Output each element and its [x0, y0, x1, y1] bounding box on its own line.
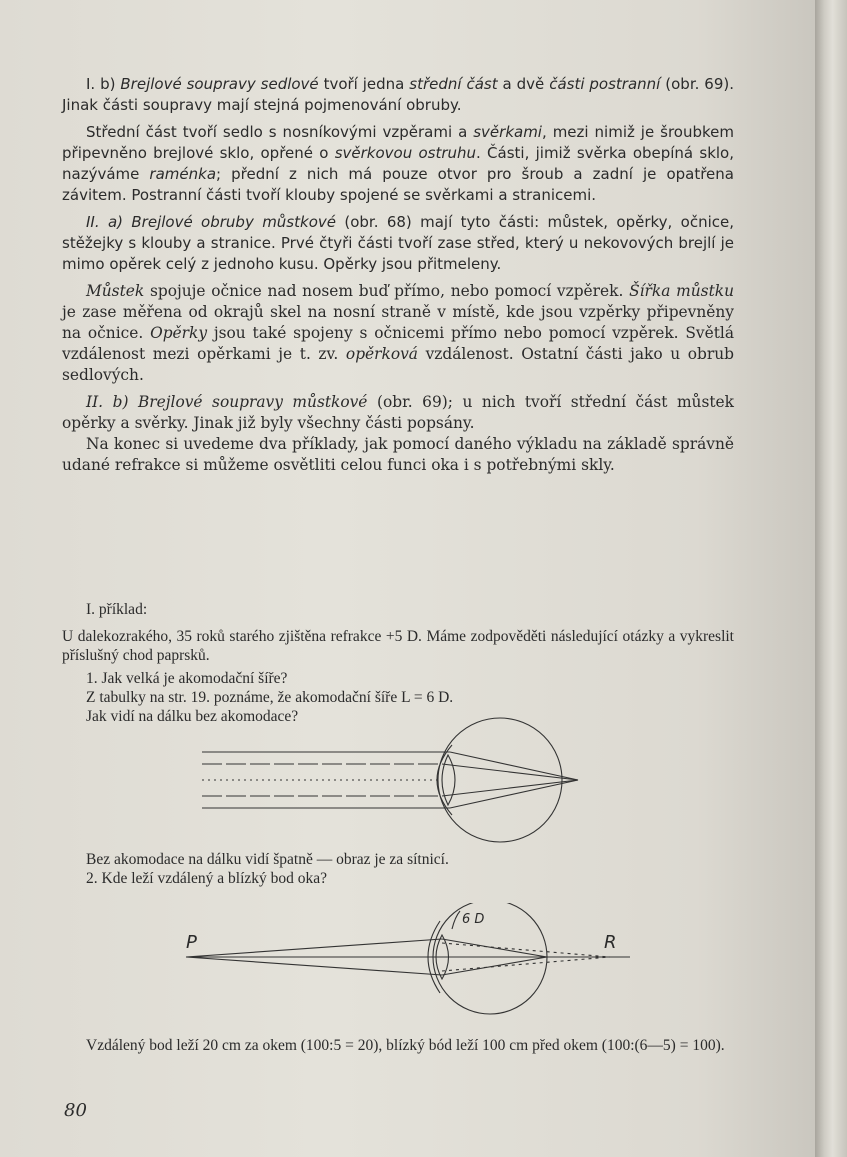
page-edge-shadow — [815, 0, 847, 1157]
ray-from-p-bottom — [186, 957, 442, 975]
cornea — [437, 745, 452, 815]
example-intro: U dalekozrakého, 35 roků starého zjištěna refrakce +5 D. Máme zodpověděti následující otázky a vykreslit příslušný chod paprsků. — [62, 628, 734, 664]
paragraph-3 — [62, 212, 734, 275]
p4-e: Opěrky — [150, 324, 208, 342]
paragraph-2 — [62, 122, 734, 206]
p3-a: II. a) Brejlové obruby můstkové — [86, 213, 336, 231]
answer-1: Z tabulky na str. 19. poznáme, že akomodační šíře L = 6 D. — [86, 689, 454, 706]
final-answer: Vzdálený bod leží 20 cm za okem (100:5 = 20), blízký bód leží 100 cm před okem (100:(6—5) = 100). — [86, 1037, 725, 1054]
p2-c: , mezi nimiž je šroubkem připevněno brejlové sklo, opřené o — [62, 123, 734, 162]
eyeball-2 — [433, 903, 547, 1014]
p5-a: II. b) Brejlové soupravy můstkové — [86, 393, 368, 411]
example-block-2 — [62, 850, 734, 888]
question-2: 2. Kde leží vzdálený a blízký bod oka? — [86, 870, 328, 887]
page-number: 80 — [64, 1100, 87, 1121]
label-p: P — [186, 932, 197, 953]
p4-f: jsou také spojeny s očnicemi přímo nebo pomocí vzpěrek. Světlá vzdálenost mezi opěrkami je t. zv. — [62, 324, 734, 363]
example-heading: I. příklad: — [86, 601, 148, 618]
refracted-ray-top — [450, 752, 578, 780]
p4-d: je zase měřena od okrajů skel na nosní straně v místě, kde jsou vzpěrky připevněny na očnice. — [62, 303, 734, 342]
paragraph-1 — [62, 74, 734, 116]
p2-a: Střední část tvoří sedlo s nosníkovými vzpěrami a — [86, 123, 474, 141]
label-r: R — [604, 932, 617, 953]
p1-b: Brejlové soupravy sedlové — [120, 75, 319, 93]
p2-b: svěrkami — [473, 123, 542, 141]
p2-f: raménka — [149, 165, 217, 183]
refracted-ray-mid-top — [442, 764, 578, 780]
eyeball — [438, 718, 562, 842]
p3-b: (obr. 68) mají tyto části: můstek, opěrky, očnice, stěžejky s klouby a stranice. Prvé čtyři části tvoří zase střed, který u nekovových brejlí je mimo opěrek celý z jednoho kusu. Opěrky jsou přitmeleny. — [62, 213, 734, 273]
eye-lens — [442, 755, 455, 805]
question-1b: Jak vidí na dálku bez akomodace? — [86, 708, 299, 725]
ray-to-retina-top — [442, 939, 547, 957]
p1-e: a dvě — [497, 75, 550, 93]
eye-diagram-far-near-point — [180, 903, 640, 1028]
p1-c: tvoří jedna — [318, 75, 410, 93]
example-block-3 — [62, 1036, 734, 1055]
p1-g: (obr. 69). Jinak části soupravy mají stejná pojmenování obruby. — [62, 75, 734, 114]
text-block-main — [62, 74, 734, 476]
p4-a: Můstek — [86, 282, 145, 300]
p2-g: ; přední z nich má pouze otvor pro šroub a zadní je opatřena závitem. Postranní části tvoří klouby spojené se svěrkami a stranicemi. — [62, 165, 734, 204]
label-6d: 6 D — [462, 912, 485, 927]
p1-d: střední část — [409, 75, 498, 93]
paragraph-6: Na konec si uvedeme dva příklady, jak pomocí daného výkladu na základě správně udané refrakce si můžeme osvětliti celou funci oka i s potřebnými skly. — [62, 435, 734, 474]
ray-to-r-top — [442, 943, 610, 957]
figure-1-caption: Bez akomodace na dálku vidí špatně — obraz je za sítnicí. — [86, 851, 449, 868]
p1-f: části postranní — [549, 75, 661, 93]
ray-from-p-top — [186, 939, 442, 957]
question-1: 1. Jak velká je akomodační šíře? — [86, 670, 288, 687]
p2-d: svěrkovou ostruhu — [334, 144, 477, 162]
paragraph-4 — [62, 281, 734, 386]
ray-to-retina-bottom — [442, 957, 547, 975]
example-block — [62, 600, 734, 726]
p5-b: (obr. 69); u nich tvoří střední část můstek opěrky a svěrky. Jinak již byly všechny části popsány. — [62, 393, 734, 432]
p4-h: vzdálenost. Ostatní části jako u obrub sedlových. — [62, 345, 734, 384]
p1-a: I. b) — [86, 75, 121, 93]
p2-e: . Části, jimiž svěrka obepíná sklo, nazýváme — [62, 144, 734, 183]
p4-g: opěrková — [345, 345, 418, 363]
refracted-ray-mid-bottom — [442, 780, 578, 796]
ray-to-r-bottom — [442, 957, 610, 971]
p4-c: Šířka můstku — [629, 282, 734, 300]
eye-diagram-hyperopia — [180, 715, 620, 845]
paragraph-5 — [62, 392, 734, 434]
refracted-ray-bottom — [450, 780, 578, 808]
p4-b: spojuje očnice nad nosem buď přímo, nebo pomocí vzpěrek. — [144, 282, 630, 300]
